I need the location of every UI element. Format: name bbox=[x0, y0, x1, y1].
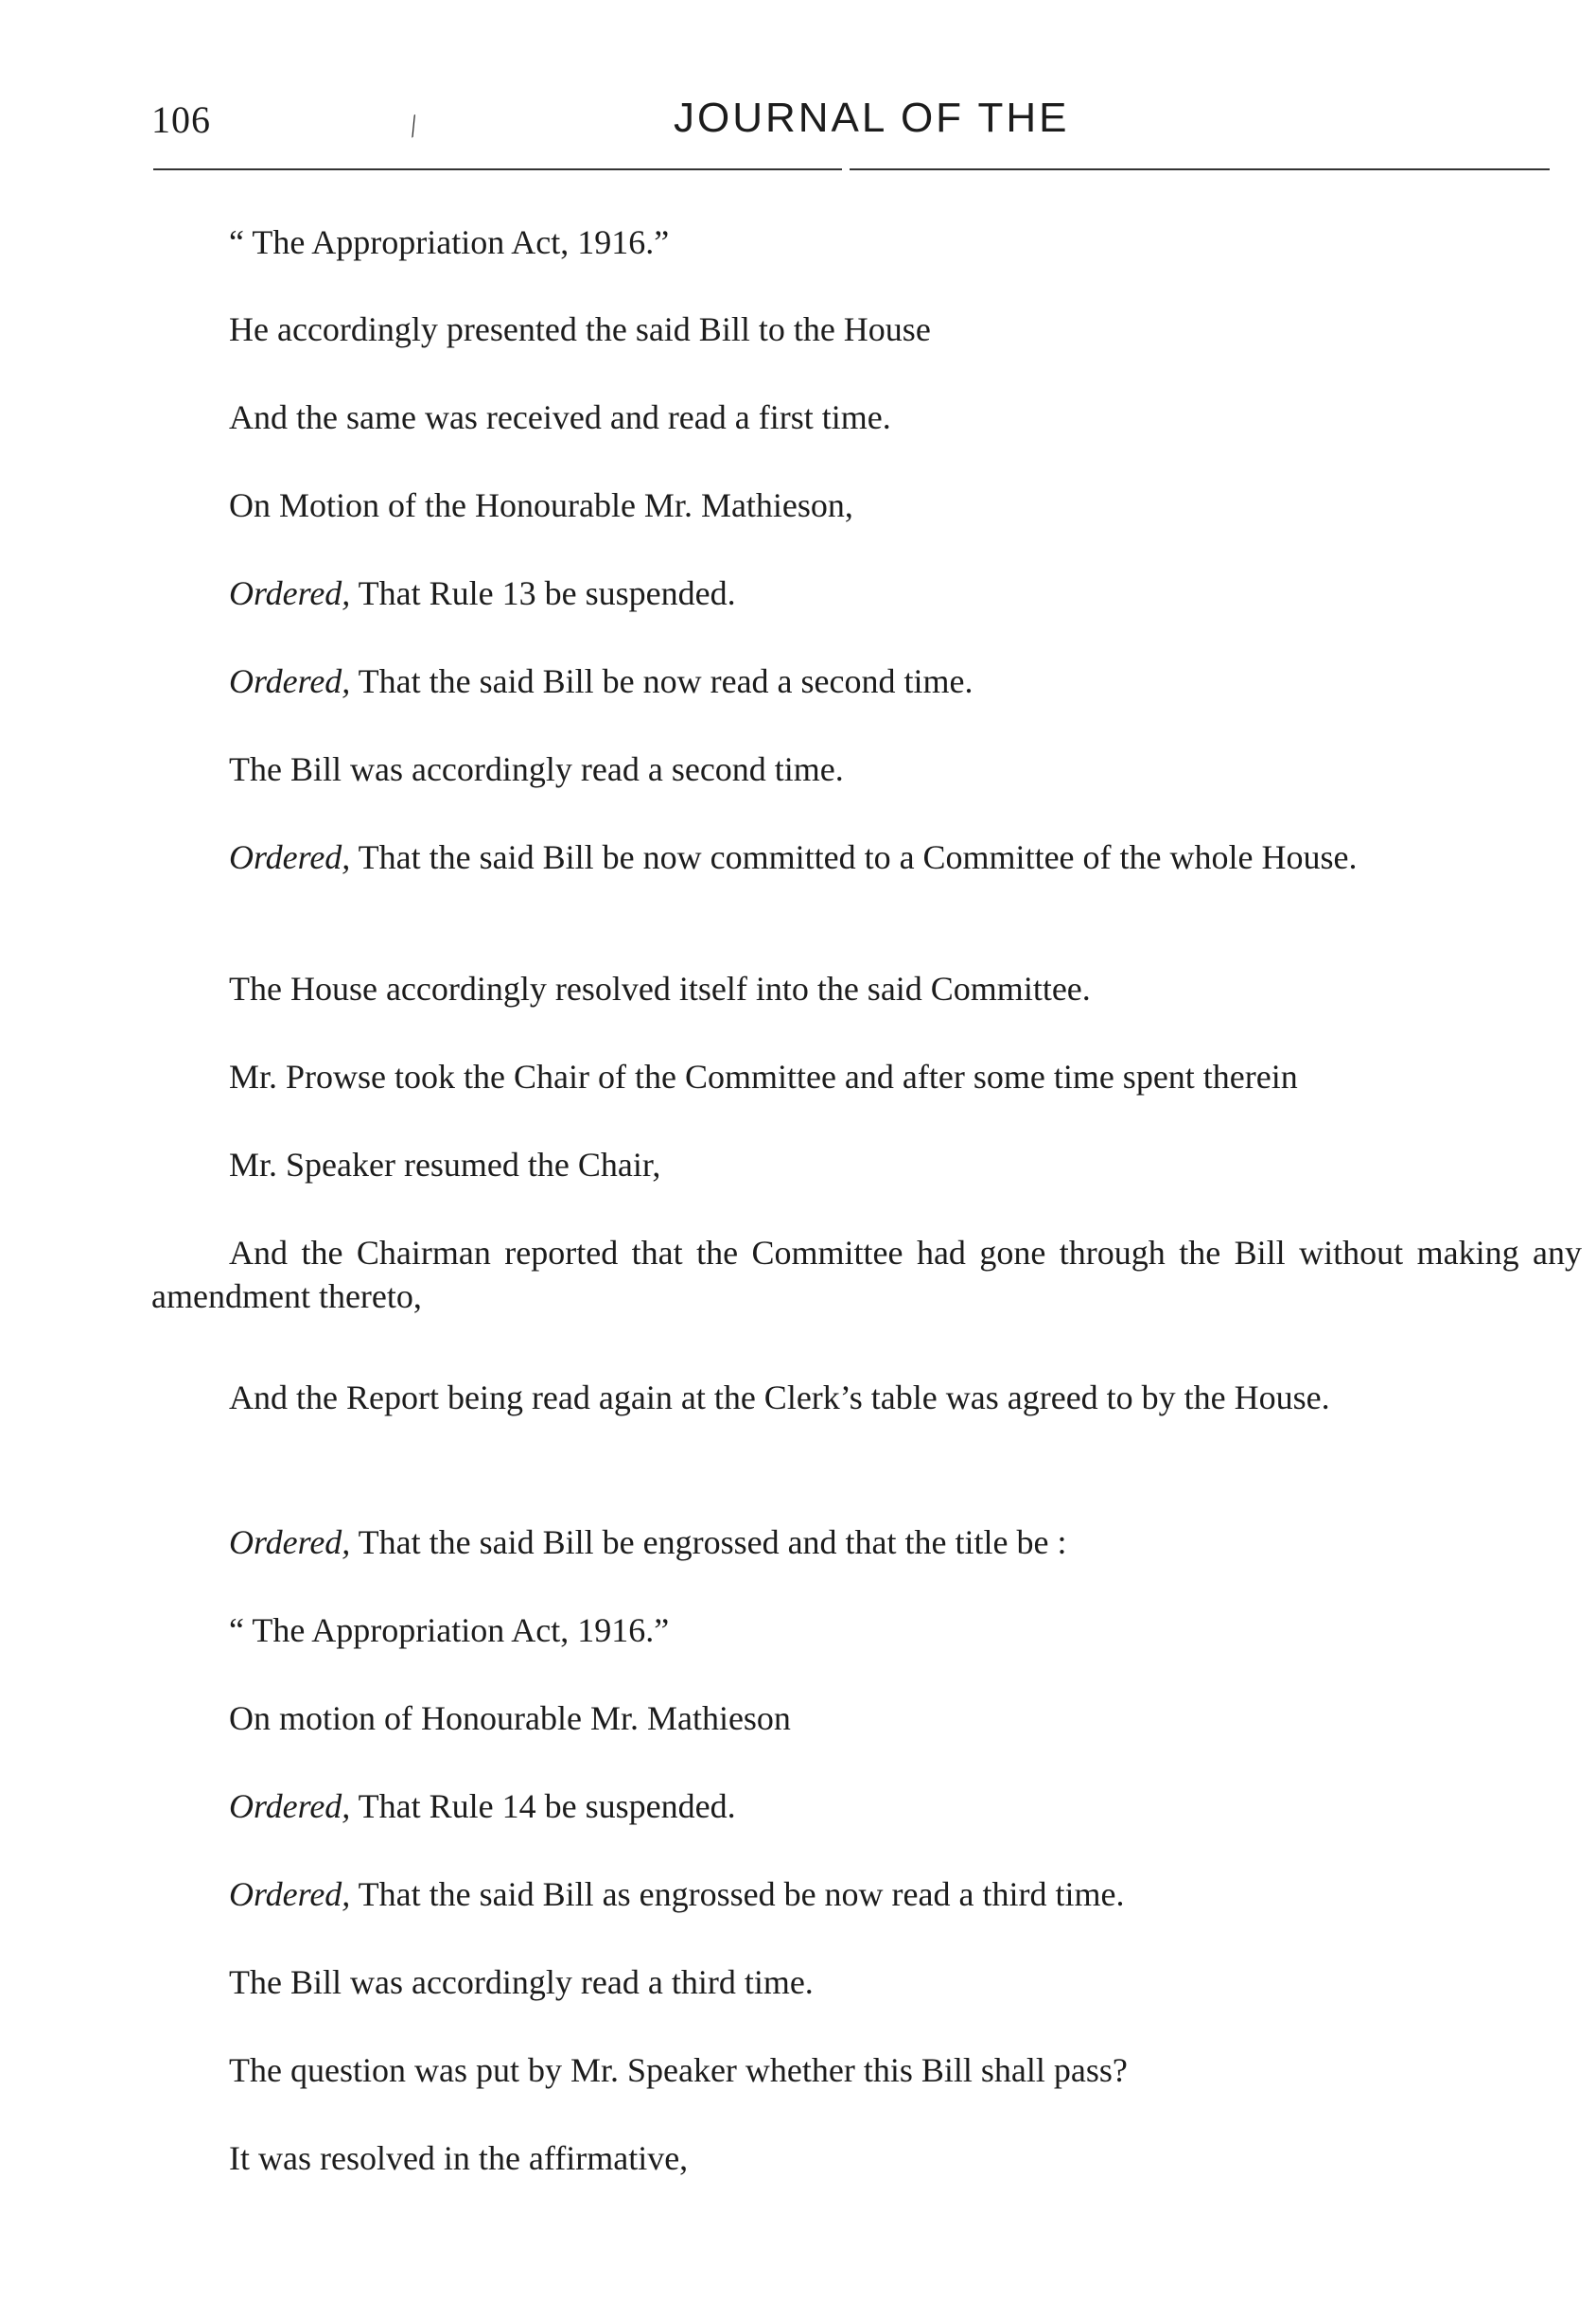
page-number: 106 bbox=[151, 98, 211, 141]
paragraph-lead: Ordered, bbox=[229, 662, 351, 700]
paragraph-text: It was resolved in the affirmative, bbox=[229, 2139, 689, 2177]
paragraph-text: That the said Bill be now committed to a Committee of the whole House. bbox=[350, 838, 1358, 876]
paragraph-text: That the said Bill be engrossed and that the title be : bbox=[350, 1523, 1067, 1561]
journal-paragraph bbox=[151, 1872, 1582, 1916]
paragraph-text: On motion of Honourable Mr. Mathieson bbox=[229, 1699, 791, 1737]
journal-paragraph bbox=[151, 307, 1582, 351]
journal-paragraph bbox=[151, 2136, 1582, 2180]
header-rule-right bbox=[850, 168, 1550, 170]
header-rule-left bbox=[153, 168, 842, 170]
paragraph-lead: Ordered, bbox=[229, 838, 351, 876]
journal-paragraph bbox=[151, 1055, 1582, 1098]
paragraph-lead: Ordered, bbox=[229, 574, 351, 612]
journal-paragraph bbox=[151, 1143, 1582, 1186]
journal-paragraph bbox=[151, 1784, 1582, 1828]
paragraph-text: The Bill was accordingly read a second time. bbox=[229, 750, 844, 788]
paragraph-text: And the same was received and read a first time. bbox=[229, 398, 891, 436]
paragraph-text: That Rule 13 be suspended. bbox=[350, 574, 736, 612]
running-head bbox=[151, 90, 1552, 156]
paragraph-text: That the said Bill as engrossed be now read a third time. bbox=[350, 1875, 1125, 1913]
paragraph-text: Mr. Speaker resumed the Chair, bbox=[229, 1146, 661, 1184]
journal-paragraph bbox=[151, 395, 1582, 439]
paragraph-text: The question was put by Mr. Speaker whether this Bill shall pass? bbox=[229, 2051, 1128, 2089]
journal-paragraph bbox=[151, 1608, 1582, 1652]
journal-paragraph bbox=[151, 1520, 1582, 1564]
journal-paragraph bbox=[151, 1960, 1582, 2004]
paragraph-text: “ The Appropriation Act, 1916.” bbox=[229, 223, 670, 261]
paragraph-lead: Ordered, bbox=[229, 1787, 351, 1825]
paragraph-text: That Rule 14 be suspended. bbox=[350, 1787, 736, 1825]
journal-paragraph bbox=[151, 1696, 1582, 1740]
paragraph-lead: Ordered, bbox=[229, 1523, 351, 1561]
paragraph-text: And the Report being read again at the Clerk’s table was agreed to by the House. bbox=[229, 1379, 1330, 1416]
journal-paragraph bbox=[151, 1376, 1582, 1419]
journal-paragraph bbox=[151, 1231, 1582, 1318]
journal-paragraph bbox=[151, 967, 1582, 1010]
journal-paragraph bbox=[151, 835, 1582, 879]
journal-paragraph bbox=[151, 659, 1582, 703]
paragraph-lead: Ordered, bbox=[229, 1875, 351, 1913]
paragraph-text: The House accordingly resolved itself into the said Committee. bbox=[229, 970, 1091, 1008]
paragraph-text: “ The Appropriation Act, 1916.” bbox=[229, 1611, 670, 1649]
journal-paragraph bbox=[151, 571, 1582, 615]
paragraph-text: And the Chairman reported that the Committee had gone through the Bill without making any amendment thereto, bbox=[151, 1234, 1582, 1315]
journal-paragraph bbox=[151, 220, 1582, 264]
journal-title: JOURNAL OF THE bbox=[674, 95, 1070, 141]
paragraph-text: That the said Bill be now read a second time. bbox=[350, 662, 973, 700]
paragraph-text: On Motion of the Honourable Mr. Mathieson, bbox=[229, 486, 853, 524]
pen-mark: ⁄ bbox=[403, 112, 424, 142]
paragraph-text: He accordingly presented the said Bill to the House bbox=[229, 310, 931, 348]
journal-paragraph bbox=[151, 483, 1582, 527]
journal-paragraph bbox=[151, 747, 1582, 791]
paragraph-text: The Bill was accordingly read a third time. bbox=[229, 1963, 814, 2001]
paragraph-text: Mr. Prowse took the Chair of the Committee and after some time spent therein bbox=[229, 1058, 1298, 1096]
journal-paragraph bbox=[151, 2048, 1582, 2092]
